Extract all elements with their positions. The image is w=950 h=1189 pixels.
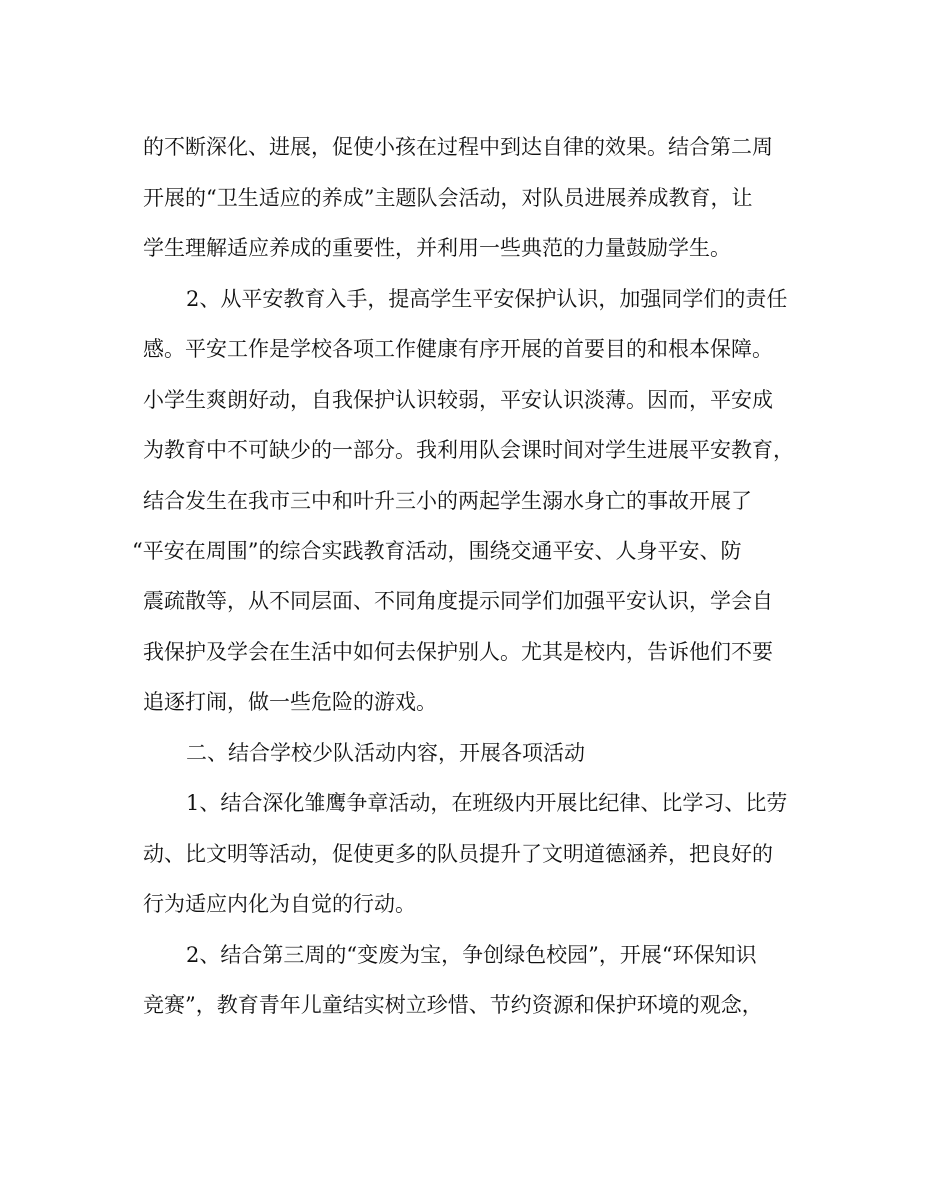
text-line: 感。平安工作是学校各项工作健康有序开展的首要目的和根本保障。 bbox=[143, 337, 773, 361]
text-line: 我保护及学会在生活中如何去保护别人。尤其是校内，告诉他们不要 bbox=[143, 640, 773, 664]
text-line: 2、结合第三周的“变废为宝，争创绿色校园”，开展“环保知识 bbox=[186, 943, 757, 967]
text-line: 行为适应内化为自觉的行动。 bbox=[143, 892, 416, 916]
text-line: 1、结合深化雏鹰争章活动，在班级内开展比纪律、比学习、比劳 bbox=[186, 791, 788, 815]
text-line: 的不断深化、进展，促使小孩在过程中到达自律的效果。结合第二周 bbox=[143, 135, 773, 159]
text-line: 开展的“卫生适应的养成”主题队会活动，对队员进展养成教育，让 bbox=[143, 186, 753, 210]
text-line: 2、从平安教育入手，提高学生平安保护认识，加强同学们的责任 bbox=[186, 287, 788, 311]
text-line: 学生理解适应养成的重要性，并利用一些典范的力量鼓励学生。 bbox=[143, 236, 731, 260]
text-line: 小学生爽朗好动，自我保护认识较弱，平安认识淡薄。因而，平安成 bbox=[143, 388, 773, 412]
text-line: “平安在周围”的综合实践教育活动，围绕交通平安、人身平安、防 bbox=[132, 539, 742, 563]
text-line: 动、比文明等活动，促使更多的队员提升了文明道德涵养，把良好的 bbox=[143, 842, 773, 866]
section-heading: 二、结合学校少队活动内容，开展各项活动 bbox=[186, 741, 585, 765]
text-line: 结合发生在我市三中和叶升三小的两起学生溺水身亡的事故开展了 bbox=[143, 489, 752, 513]
text-line: 追逐打闹，做一些危险的游戏。 bbox=[143, 690, 437, 714]
text-line: 竞赛”，教育青年儿童结实树立珍惜、节约资源和保护环境的观念， bbox=[143, 993, 763, 1017]
text-line: 震疏散等，从不同层面、不同角度提示同学们加强平安认识，学会自 bbox=[143, 589, 773, 613]
text-line: 为教育中不可缺少的一部分。我利用队会课时间对学生进展平安教育， bbox=[143, 438, 794, 462]
